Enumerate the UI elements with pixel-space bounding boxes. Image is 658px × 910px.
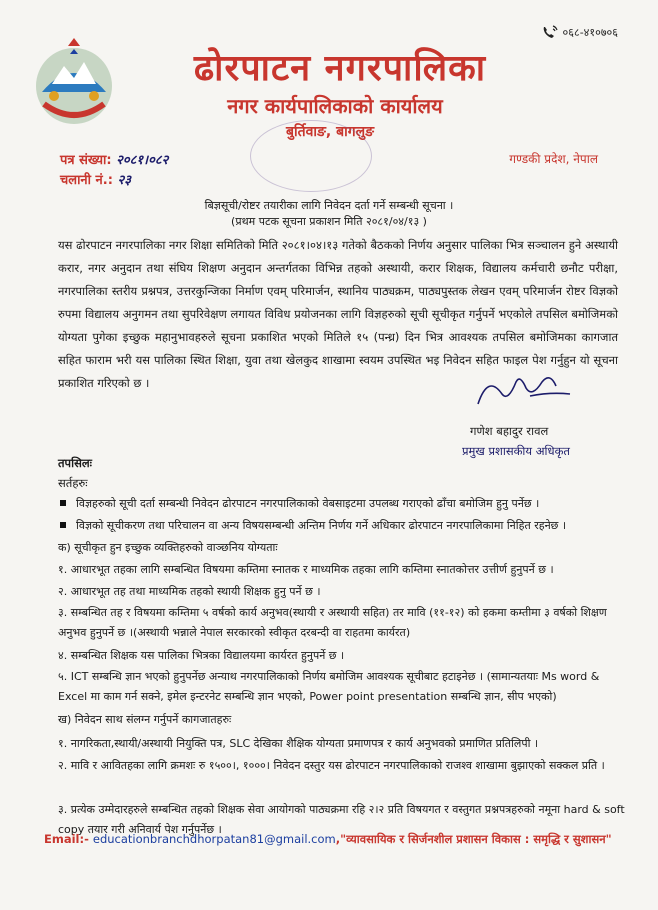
condition-text: विज्ञको सूचीकरण तथा परिचालन वा अन्य विषयसम्बन्धी अन्तिम निर्णय गर्ने अधिकार ढोरपाटन नगरपालिकामा निहित रहनेछ । — [76, 519, 567, 532]
list-item: ३. सम्बन्धित तह र विषयमा कम्तिमा ५ वर्षको कार्य अनुभव(स्थायी र अस्थायी सहित) तर मावि (११-१२) को हकमा कम्तीमा ३ वर्षको शिक्षण अनुभव हुनुपर्ने छ ।(अस्थायी भन्नाले नेपाल सरकारको स्वीकृत दरबन्दी वा राहतमा कार्यरत) — [58, 606, 607, 639]
list-item: ५. ICT सम्बन्धि ज्ञान भएको हुनुपर्नेछ अन्याथ नगरपालिकाको निर्णय बमोजिम आवश्यक सूचीबाट हटाइनेछ । (सामान्यतयाः Ms word & Excel मा काम गर्न सक्ने, इमेल इन्टरनेट सम्बन्धि ज्ञान भएको, Power point presentation सम्बन्धि ज्ञान, सीप भएको) — [58, 670, 600, 703]
notice-body: यस ढोरपाटन नगरपालिका नगर शिक्षा समितिको मिति २०८१।०४।१३ गतेको बैठकको निर्णय अनुसार पालिका भित्र सञ्चालन हुने अस्थायी करार, नगर अनुदान तथा संघिय शिक्षण अनुदान अन्तर्गतका विभिन्न तहको अस्थायी, करार शिक्षक, विद्यालय कर्मचारी छनौट परीक्षा, नगरपालिका स्तरीय प्रश्नपत्र, उत्तरकुन्जिका निर्माण एवम् परिमार्जन, स्थानिय पाठ्यक्रम, पाठ्यपुस्तक लेखन एवम् परिमार्जन रोष्टर विज्ञको रुपमा विद्यालय अनुगमन तथा सुपरिवेक्षण लगायत विविध प्रयोजनका लागि विज्ञहरुको सूची सूचीकृत गर्नुपर्ने भएकोले तपसिल बमोजिमको योग्यता पुगेका इच्छुक महानुभावहरुले सूचना प्रकाशित भएको मितिले १५ (पन्ध्र) दिन भित्र आवश्यक तपसिल बमोजिमका कागजात सहित फाराम भरी यस पालिका स्थित शिक्षा, युवा तथा खेलकुद शाखामा स्वयम उपस्थित भइ निवेदन सहित फाइल पेश गर्नुहुन यो सूचना प्रकाशित गरिएको छ । — [58, 238, 618, 390]
condition-text: विज्ञहरुको सूची दर्ता सम्बन्धी निवेदन ढोरपाटन नगरपालिकाको वेबसाइटमा उपलब्ध गराएको ढाँचा बमोजिम हुनु पर्नेछ । — [76, 497, 540, 510]
province-text: गण्डकी प्रदेश, नेपाल — [509, 152, 598, 166]
ref-label: पत्र संख्या: — [60, 153, 112, 168]
municipality-name: ढोरपाटन नगरपालिका — [193, 47, 487, 89]
list-item: १. नागरिकता,स्थायी/अस्थायी नियुक्ति पत्र, SLC देखिका शैक्षिक योग्यता प्रमाणपत्र र कार्य अनुभवको प्रमाणित प्रतिलिपी । — [58, 737, 539, 750]
bullet-icon — [60, 522, 66, 528]
bullet-icon — [60, 500, 66, 506]
conditions-label: सर्तहरुः — [58, 476, 88, 490]
dispatch-value: २३ — [117, 173, 131, 188]
notice-subtitle: (प्रथम पटक सूचना प्रकाशन मिति २०८१/०४/१३ ) — [231, 215, 427, 228]
signatory-title: प्रमुख प्रशासकीय अधिकृत — [462, 444, 570, 458]
signature-icon — [470, 366, 590, 416]
phone-icon — [541, 24, 559, 40]
dispatch-number — [60, 170, 131, 188]
office-location: बुर्तिवाङ, बागलुङ — [285, 124, 375, 140]
list-item: २. मावि र आवितहका लागि क्रमशः रु १५००।, १०००। निवेदन दस्तुर यस ढोरपाटन नगरपालिकाको राजश्व शाखामा बुझाएको सक्कल प्रति । — [58, 759, 605, 772]
slogan: ,"व्यावसायिक र सिर्जनशील प्रशासन विकास : समृद्धि र सुशासन" — [335, 832, 612, 846]
list-item: ३. प्रत्येक उम्मेदारहरुले सम्बन्धित तहको शिक्षक सेवा आयोगको पाठ्यक्रमा रहि २।२ प्रति विषयगत र वस्तुगत प्रश्नपत्रहरुको नमूना hard & soft copy तयार गरी अनिवार्य पेश गर्नुपर्नेछ । — [58, 803, 625, 836]
email-label: Email:- — [44, 832, 89, 846]
footer — [44, 832, 634, 847]
ref-number — [60, 150, 168, 168]
list-item: ४. सम्बन्धित शिक्षक यस पालिका भित्रका विद्यालयमा कार्यरत हुनुपर्ने छ । — [58, 649, 345, 662]
list-item — [58, 496, 638, 512]
email-link[interactable]: educationbranchdhorpatan81@gmail.com — [92, 832, 336, 846]
nepal-emblem-icon — [24, 34, 124, 134]
section-heading: ख) निवेदन साथ संलग्न गर्नुपर्ने कागजातहरुः — [58, 713, 232, 726]
phone-number — [541, 24, 618, 40]
list-item — [58, 518, 638, 534]
annex-label: तपसिलः — [58, 456, 92, 470]
signatory-name: गणेश बहादुर रावल — [470, 424, 549, 438]
notice-title: बिज्ञसूची/रोष्टर तयारीका लागि निवेदन दर्ता गर्ने सम्बन्धी सूचना । — [204, 199, 454, 212]
phone-text: ०६८-४१०७०६ — [562, 25, 618, 39]
section-heading: क) सूचीकृत हुन इच्छुक व्यक्तिहरुको वाञ्छनिय योग्यताः — [58, 541, 278, 554]
dispatch-label: चलानी नं.: — [60, 173, 113, 188]
office-name: नगर कार्यपालिकाको कार्यालय — [227, 94, 443, 118]
ref-value: २०८१।०८२ — [116, 153, 169, 168]
list-item: १. आधारभूत तहका लागि सम्बन्धित विषयमा कम्तिमा स्नातक र माध्यमिक तहका लागि कम्तिमा स्नातकोत्तर उत्तीर्ण हुनुपर्ने छ । — [58, 563, 554, 576]
list-item: २. आधारभूत तह तथा माध्यमिक तहको स्थायी शिक्षक हुनु पर्ने छ । — [58, 585, 321, 598]
office-stamp — [250, 120, 372, 192]
